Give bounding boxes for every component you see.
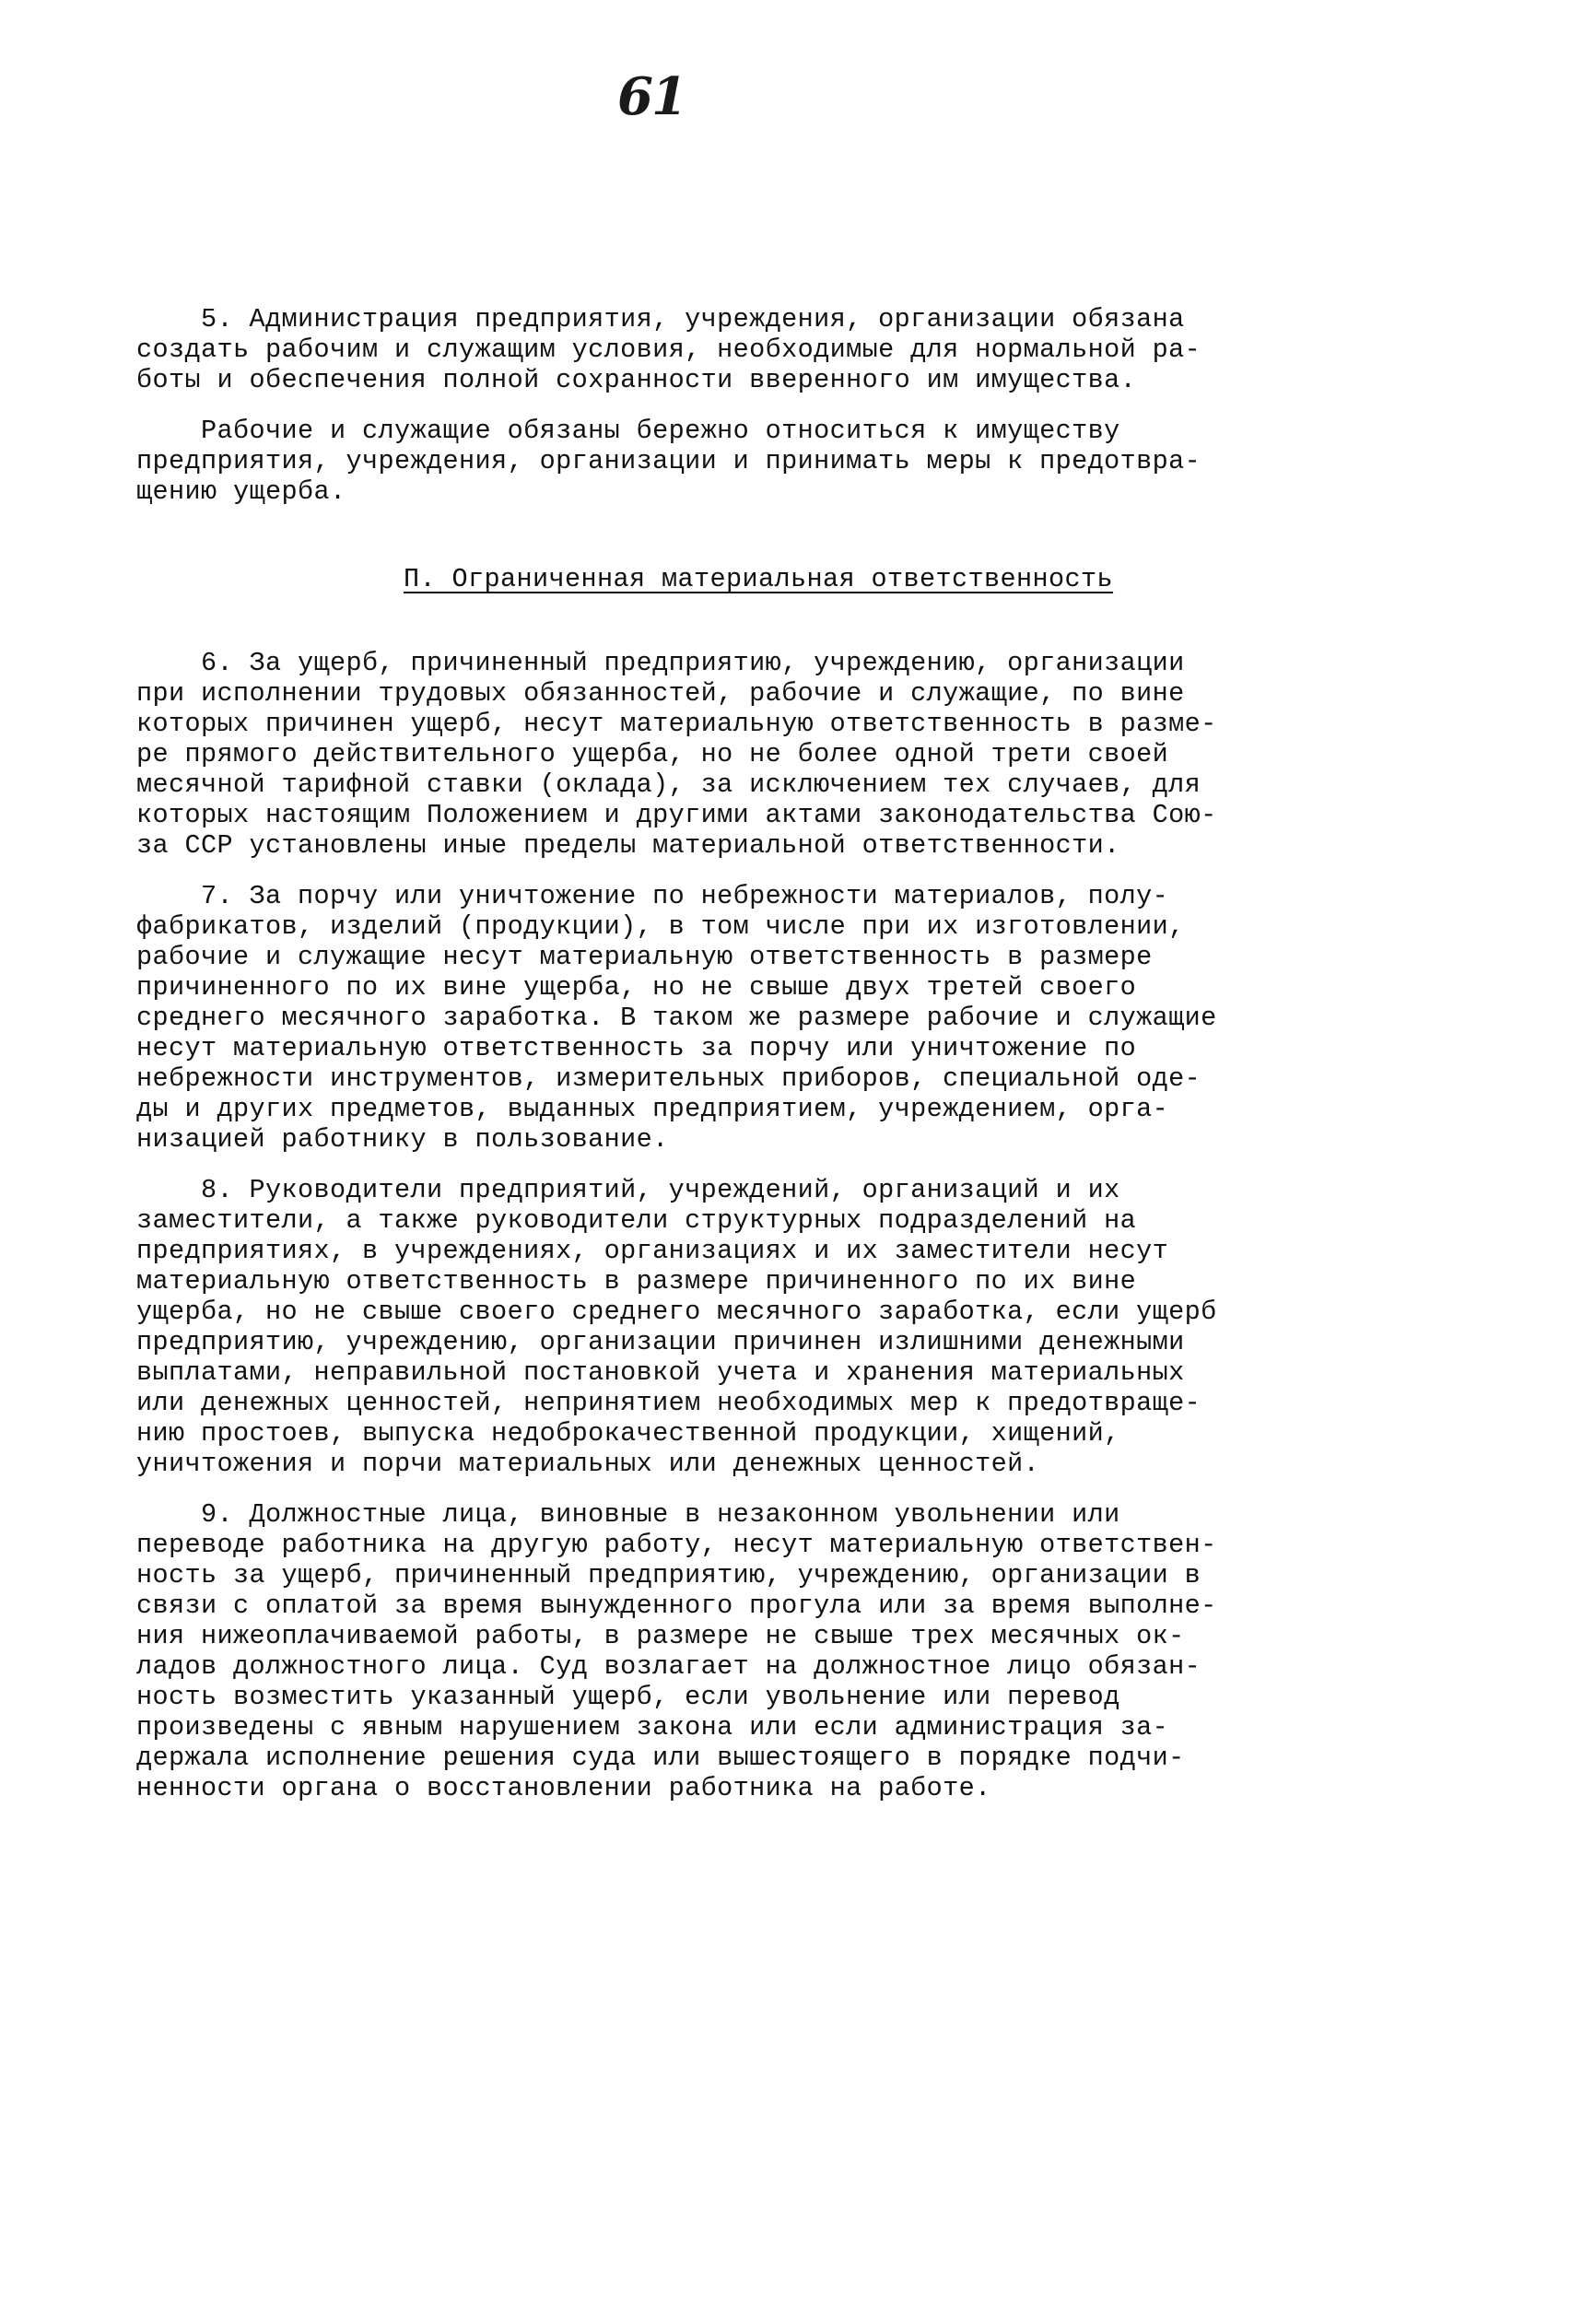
- paragraph-gap: [136, 395, 1380, 416]
- text-line: среднего месячного заработка. В таком же размере рабочие и служащие: [136, 1003, 1217, 1033]
- text-line: за ССР установлены иные пределы материальной ответственности.: [136, 830, 1120, 861]
- text-line: 5. Администрация предприятия, учреждения, организации обязана: [136, 304, 1185, 335]
- text-line: 7. За порчу или уничтожение по небрежности материалов, полу-: [136, 881, 1169, 911]
- paragraph-gap: [136, 1155, 1380, 1175]
- text-line: переводе работника на другую работу, несут материальную ответствен-: [136, 1530, 1217, 1560]
- text-line: боты и обеспечения полной сохранности вверенного им имущества.: [136, 365, 1137, 395]
- paragraphs-after-section: [136, 648, 1380, 1803]
- text-line: заместители, а также руководители структурных подразделений на: [136, 1205, 1137, 1236]
- text-line: создать рабочим и служащим условия, необходимые для нормальной ра-: [136, 335, 1201, 365]
- text-line: ды и других предметов, выданных предприятием, учреждением, орга-: [136, 1094, 1169, 1124]
- paragraph: [136, 1175, 1380, 1479]
- text-line: материальную ответственность в размере причиненного по их вине: [136, 1266, 1137, 1297]
- text-line: Рабочие и служащие обязаны бережно относиться к имуществу: [136, 416, 1120, 446]
- paragraph: [136, 1499, 1380, 1803]
- text-line: уничтожения и порчи материальных или денежных ценностей.: [136, 1449, 1040, 1479]
- text-line: или денежных ценностей, непринятием необходимых мер к предотвраще-: [136, 1388, 1201, 1418]
- section-heading: [136, 564, 1380, 594]
- text-line: держала исполнение решения суда или вышестоящего в порядке подчи-: [136, 1743, 1185, 1773]
- text-line: нию простоев, выпуска недоброкачественной продукции, хищений,: [136, 1418, 1120, 1449]
- text-line: причиненного по их вине ущерба, но не свыше двух третей своего: [136, 972, 1137, 1003]
- text-line: предприятиях, в учреждениях, организациях и их заместители несут: [136, 1236, 1169, 1266]
- text-line: 6. За ущерб, причиненный предприятию, учреждению, организации: [136, 648, 1185, 678]
- text-line: ненности органа о восстановлении работника на работе.: [136, 1773, 991, 1803]
- paragraph-gap: [136, 861, 1380, 881]
- text-line: низацией работнику в пользование.: [136, 1124, 669, 1155]
- paragraph: [136, 881, 1380, 1155]
- text-line: при исполнении трудовых обязанностей, рабочие и служащие, по вине: [136, 678, 1185, 709]
- paragraph: [136, 416, 1380, 507]
- text-line: ность возместить указанный ущерб, если увольнение или перевод: [136, 1682, 1120, 1712]
- text-line: месячной тарифной ставки (оклада), за исключением тех случаев, для: [136, 769, 1201, 800]
- text-line: щению ущерба.: [136, 476, 346, 507]
- paragraph: [136, 648, 1380, 861]
- text-line: ре прямого действительного ущерба, но не более одной трети своей: [136, 739, 1169, 769]
- text-line: ладов должностного лица. Суд возлагает на должностное лицо обязан-: [136, 1651, 1201, 1682]
- text-line: ния нижеоплачиваемой работы, в размере не свыше трех месячных ок-: [136, 1621, 1185, 1651]
- text-line: 9. Должностные лица, виновные в незаконном увольнении или: [136, 1499, 1120, 1530]
- text-line: 8. Руководители предприятий, учреждений, организаций и их: [136, 1175, 1120, 1205]
- text-line: которых причинен ущерб, несут материальную ответственность в разме-: [136, 709, 1217, 739]
- text-line: фабрикатов, изделий (продукции), в том числе при их изготовлении,: [136, 911, 1185, 942]
- paragraph: [136, 304, 1380, 395]
- page-number: 61: [617, 66, 686, 127]
- text-line: несут материальную ответственность за порчу или уничтожение по: [136, 1033, 1137, 1063]
- text-line: предприятию, учреждению, организации причинен излишними денежными: [136, 1327, 1185, 1357]
- text-line: выплатами, неправильной постановкой учета и хранения материальных: [136, 1357, 1185, 1388]
- document-body: [136, 304, 1380, 1803]
- text-line: небрежности инструментов, измерительных приборов, специальной оде-: [136, 1063, 1201, 1094]
- text-line: предприятия, учреждения, организации и принимать меры к предотвра-: [136, 446, 1201, 476]
- text-line: ущерба, но не свыше своего среднего месячного заработка, если ущерб: [136, 1297, 1217, 1327]
- text-line: ность за ущерб, причиненный предприятию, учреждению, организации в: [136, 1560, 1201, 1590]
- paragraphs-before-section: [136, 304, 1380, 507]
- paragraph-gap: [136, 1479, 1380, 1499]
- text-line: произведены с явным нарушением закона или если администрация за-: [136, 1712, 1169, 1743]
- section-heading-text: П. Ограниченная материальная ответственность: [403, 564, 1114, 594]
- text-line: связи с оплатой за время вынужденного прогула или за время выполне-: [136, 1590, 1217, 1621]
- text-line: которых настоящим Положением и другими актами законодательства Сою-: [136, 800, 1217, 830]
- text-line: рабочие и служащие несут материальную ответственность в размере: [136, 942, 1153, 972]
